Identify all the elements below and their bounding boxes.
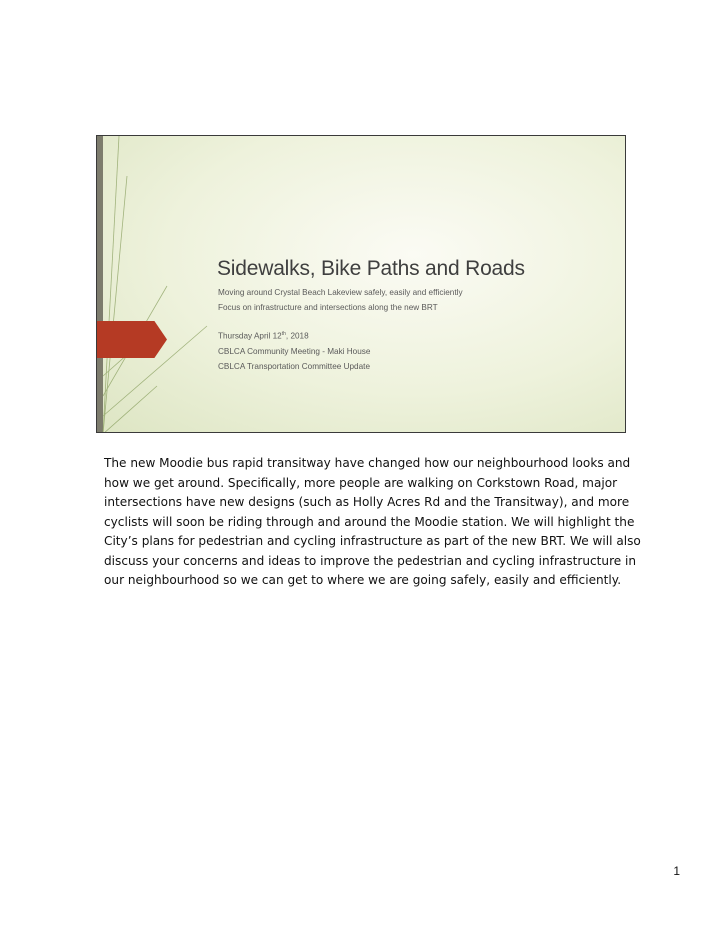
slide-subtitle-2: Focus on infrastructure and intersections along the new BRT (218, 303, 438, 312)
slide-date-suffix: th (281, 331, 286, 337)
decorative-lines (97, 136, 257, 433)
notes-paragraph: The new Moodie bus rapid transitway have changed how our neighbourhood looks and how we get around. Specifically, more people are walking on Corkstown Road, major intersections have new designs (such as Holly Acres Rd and the Transitway), and more cyclists will soon be riding through and around the Moodie station. We will highlight the City’s plans for pedestrian and cycling infrastructure as part of the new BRT. We will also discuss your concerns and ideas to improve the pedestrian and cycling infrastructure in our neighbourhood so we can get to where we are going safely, easily and efficiently. (104, 456, 641, 587)
slide-update: CBLCA Transportation Committee Update (218, 362, 370, 371)
page-number: 1 (673, 864, 680, 878)
slide-date (218, 331, 309, 341)
speaker-notes (104, 454, 644, 591)
slide-date-year: , 2018 (285, 331, 309, 341)
accent-tab (97, 321, 167, 358)
slide-meeting: CBLCA Community Meeting - Maki House (218, 347, 371, 356)
slide-thumbnail (96, 135, 626, 433)
slide-subtitle-1: Moving around Crystal Beach Lakeview safely, easily and efficiently (218, 288, 463, 297)
slide-date-prefix: Thursday April 12 (218, 331, 282, 341)
slide-title: Sidewalks, Bike Paths and Roads (217, 257, 525, 280)
